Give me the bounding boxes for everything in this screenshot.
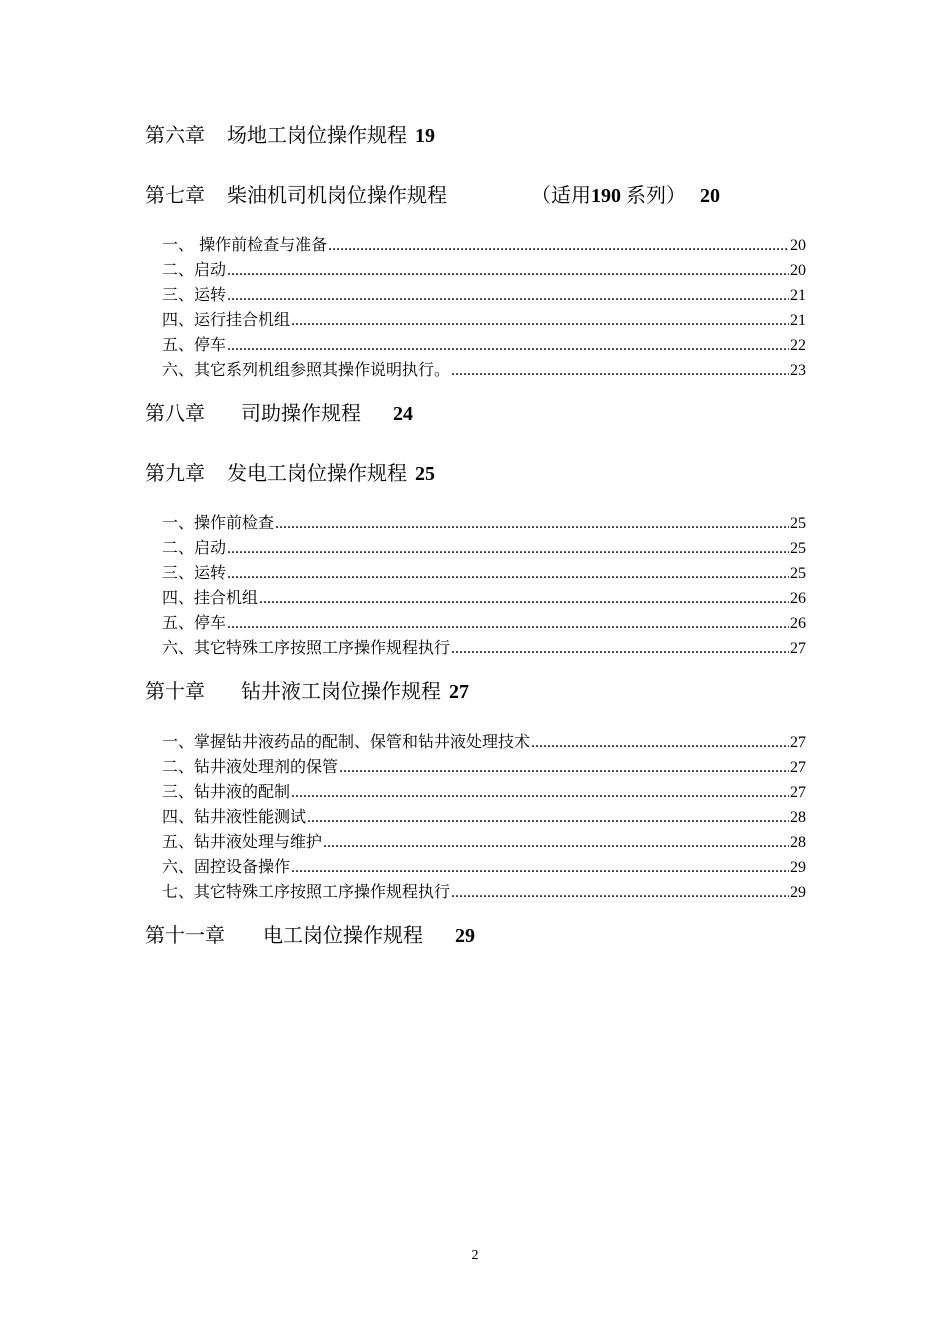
chapter-number: 第七章: [145, 183, 205, 207]
toc-entry[interactable]: [162, 730, 806, 754]
entry-label: 四、挂合机组: [162, 588, 259, 607]
entry-page: 21: [790, 287, 806, 304]
dot-leader: [451, 881, 789, 905]
toc-chapter-7[interactable]: [145, 182, 720, 209]
chapter-page: 29: [455, 925, 475, 947]
dot-leader: [531, 731, 789, 755]
dot-leader: [328, 234, 789, 258]
entry-page: 21: [790, 312, 806, 329]
toc-entry[interactable]: [162, 333, 806, 357]
dot-leader: [227, 537, 789, 561]
page-number: 2: [471, 1248, 479, 1263]
chapter-title: 司助操作规程: [241, 401, 361, 425]
chapter-page: 20: [700, 185, 720, 207]
chapter-number: 第六章: [145, 123, 205, 147]
dot-leader: [291, 309, 789, 333]
chapter-note-open: （适用: [531, 183, 591, 207]
entry-page: 25: [790, 540, 806, 557]
entry-label: 二、钻井液处理剂的保管: [162, 757, 339, 776]
chapter-number: 第八章: [145, 401, 205, 425]
entry-page: 29: [790, 859, 806, 876]
chapter-note-model: 190: [591, 185, 621, 207]
chapter-note-close: 系列）: [626, 183, 686, 207]
chapter-title: 柴油机司机岗位操作规程: [227, 183, 447, 207]
dot-leader: [275, 512, 789, 536]
dot-leader: [227, 334, 789, 358]
entry-label: 六、其它系列机组参照其操作说明执行。: [162, 360, 451, 379]
toc-entry[interactable]: [162, 358, 806, 382]
toc-entry[interactable]: [162, 780, 806, 804]
toc-entry[interactable]: [162, 880, 806, 904]
chapter-page: 25: [415, 463, 435, 485]
toc-chapter-9[interactable]: [145, 460, 435, 487]
entry-page: 27: [790, 759, 806, 776]
chapter-title: 电工岗位操作规程: [263, 923, 423, 947]
entry-page: 26: [790, 590, 806, 607]
entry-page: 22: [790, 337, 806, 354]
entry-page: 27: [790, 640, 806, 657]
chapter-title: 场地工岗位操作规程: [227, 123, 407, 147]
entry-label: 四、运行挂合机组: [162, 310, 291, 329]
toc-chapter-6[interactable]: [145, 122, 435, 149]
chapter-number: 第九章: [145, 461, 205, 485]
chapter-page: 19: [415, 125, 435, 147]
chapter-page: 27: [449, 681, 469, 703]
dot-leader: [227, 562, 789, 586]
entry-page: 23: [790, 362, 806, 379]
toc-chapter-10[interactable]: [145, 678, 469, 705]
entry-page: 29: [790, 884, 806, 901]
entry-label: 二、启动: [162, 260, 227, 279]
dot-leader: [307, 806, 789, 830]
toc-entry[interactable]: [162, 561, 806, 585]
dot-leader: [227, 284, 789, 308]
dot-leader: [339, 756, 789, 780]
toc-entry[interactable]: [162, 830, 806, 854]
chapter-title: 发电工岗位操作规程: [227, 461, 407, 485]
entry-page: 25: [790, 515, 806, 532]
entry-page: 20: [790, 237, 806, 254]
entry-label: 五、停车: [162, 335, 227, 354]
entry-label: 六、固控设备操作: [162, 857, 291, 876]
toc-entry[interactable]: [162, 855, 806, 879]
toc-entry[interactable]: [162, 636, 806, 660]
entry-label: 一、 操作前检查与准备: [162, 235, 328, 254]
entry-label: 三、钻井液的配制: [162, 782, 291, 801]
chapter-number: 第十章: [145, 679, 205, 703]
entry-page: 28: [790, 834, 806, 851]
dot-leader: [227, 259, 789, 283]
toc-entry[interactable]: [162, 536, 806, 560]
entry-label: 二、启动: [162, 538, 227, 557]
entry-label: 六、其它特殊工序按照工序操作规程执行: [162, 638, 451, 657]
dot-leader: [227, 612, 789, 636]
entry-label: 三、运转: [162, 285, 227, 304]
entry-label: 一、操作前检查: [162, 513, 275, 532]
entry-label: 五、停车: [162, 613, 227, 632]
toc-entry[interactable]: [162, 755, 806, 779]
entry-page: 28: [790, 809, 806, 826]
toc-entry[interactable]: [162, 805, 806, 829]
toc-entry[interactable]: [162, 611, 806, 635]
entry-page: 27: [790, 734, 806, 751]
chapter-number: 第十一章: [145, 923, 225, 947]
toc-entry[interactable]: [162, 233, 806, 257]
dot-leader: [323, 831, 789, 855]
entry-page: 27: [790, 784, 806, 801]
entry-label: 七、其它特殊工序按照工序操作规程执行: [162, 882, 451, 901]
toc-entry[interactable]: [162, 586, 806, 610]
entry-label: 四、钻井液性能测试: [162, 807, 307, 826]
dot-leader: [291, 781, 789, 805]
toc-chapter-8[interactable]: [145, 400, 413, 427]
toc-entry[interactable]: [162, 308, 806, 332]
entry-page: 26: [790, 615, 806, 632]
entry-page: 20: [790, 262, 806, 279]
dot-leader: [451, 637, 789, 661]
chapter-title: 钻井液工岗位操作规程: [241, 679, 441, 703]
dot-leader: [291, 856, 789, 880]
dot-leader: [259, 587, 789, 611]
toc-entry[interactable]: [162, 258, 806, 282]
dot-leader: [451, 359, 789, 383]
toc-entry[interactable]: [162, 511, 806, 535]
entry-label: 五、钻井液处理与维护: [162, 832, 323, 851]
toc-entry[interactable]: [162, 283, 806, 307]
entry-page: 25: [790, 565, 806, 582]
chapter-page: 24: [393, 403, 413, 425]
entry-label: 三、运转: [162, 563, 227, 582]
entry-label: 一、掌握钻井液药品的配制、保管和钻井液处理技术: [162, 732, 531, 751]
toc-chapter-11[interactable]: [145, 922, 475, 949]
